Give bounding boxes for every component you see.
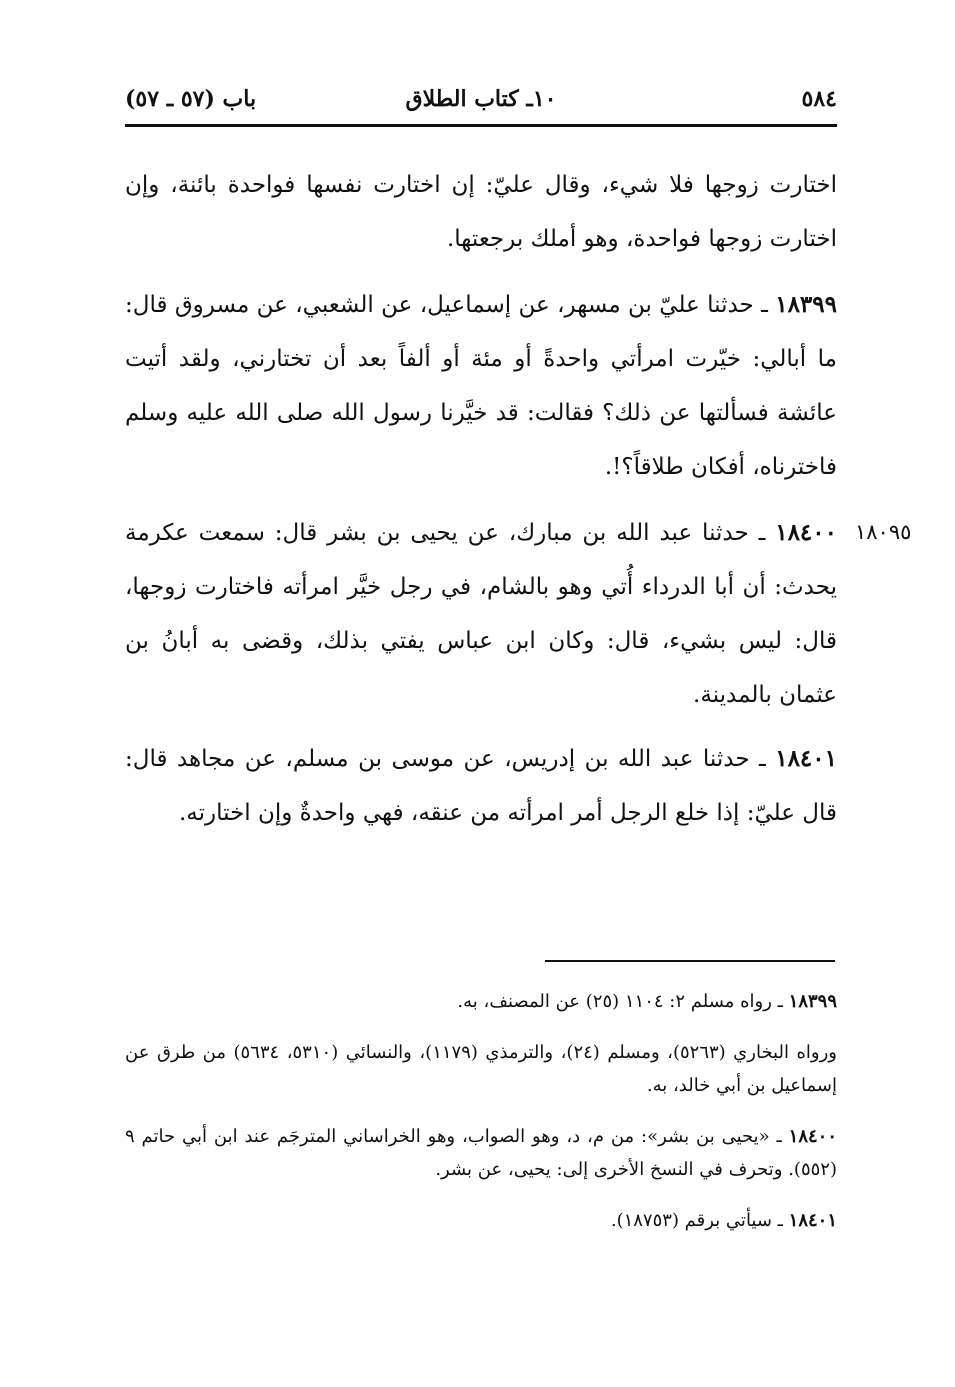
hadith-18400 (125, 506, 837, 722)
footnote-number: ١٨٤٠٠ (788, 1126, 837, 1147)
footnote (125, 985, 837, 1018)
paragraph-text: ـ حدثنا عبد الله بن إدريس، عن موسى بن مسلم، عن مجاهد قال: قال عليّ: إذا خلع الرجل أمر امرأته من عنقه، فهي واحدةٌ وإن اختارته. (125, 746, 837, 826)
hadith-18399 (125, 278, 837, 494)
document-page (125, 0, 837, 1387)
footnote-text: ـ «يحيى بن بشر»: من م، د، وهو الصواب، وهو الخراساني المترجَم عند ابن أبي حاتم ٩ (٥٥٢). وتحرف في النسخ الأخرى إلى: يحيى، عن بشر. (125, 1126, 837, 1180)
footnote-text: ورواه البخاري (٥٢٦٣)، ومسلم (٢٤)، والترمذي (١١٧٩)، والنسائي (٥٣١٠، ٥٦٣٤) من طرق عن إسماعيل بن أبي خالد، به. (125, 1042, 837, 1096)
paragraph-text: ـ حدثنا عبد الله بن مبارك، عن يحيى بن بشر قال: سمعت عكرمة يحدث: أن أبا الدرداء أُتي وهو بالشام، في رجل خيَّر امرأته فاختارت زوجها، قال: ليس بشيء، قال: وكان ابن عباس يفتي بذلك، وقضى به أبانُ بن عثمان بالمدينة. (125, 520, 837, 708)
paragraph-continuation (125, 158, 837, 266)
footnote (125, 1204, 837, 1237)
paragraph-text: اختارت زوجها فلا شيء، وقال عليّ: إن اختارت نفسها فواحدة بائنة، وإن اختارت زوجها فواحدة، وهو أملك برجعتها. (125, 172, 837, 252)
header-rule (125, 124, 837, 127)
footnote-text: ـ سيأتي برقم (١٨٧٥٣). (610, 1210, 789, 1231)
footnote-rule (545, 960, 835, 962)
margin-number: ١٨٠٩٥ (855, 520, 912, 544)
hadith-number: ١٨٤٠١ (775, 745, 837, 772)
hadith-number: ١٨٤٠٠ (775, 519, 837, 546)
paragraph-text: ـ حدثنا عليّ بن مسهر، عن إسماعيل، عن الشعبي، عن مسروق قال: ما أبالي: خيّرت امرأتي واحدةً أو مئة أو ألفاً بعد أن تختارني، ولقد أتيت عائشة فسألتها عن ذلك؟ فقالت: قد خيَّرنا رسول الله صلى الله عليه وسلم فاخترناه، أفكان طلاقاً؟!. (125, 292, 837, 480)
hadith-number: ١٨٣٩٩ (775, 291, 837, 318)
footnote (125, 1036, 837, 1102)
book-title: ١٠ـ كتاب الطلاق (405, 86, 557, 112)
footnote-number: ١٨٣٩٩ (788, 991, 837, 1012)
page-header (125, 82, 837, 122)
page-number: ٥٨٤ (801, 86, 837, 112)
chapter-title: باب (٥٧ ـ ٥٧) (125, 86, 257, 112)
footnotes (125, 985, 837, 1255)
hadith-18401 (125, 732, 837, 840)
footnote (125, 1120, 837, 1186)
footnote-number: ١٨٤٠١ (788, 1210, 837, 1231)
footnote-text: ـ رواه مسلم ٢: ١١٠٤ (٢٥) عن المصنف، به. (457, 991, 789, 1012)
